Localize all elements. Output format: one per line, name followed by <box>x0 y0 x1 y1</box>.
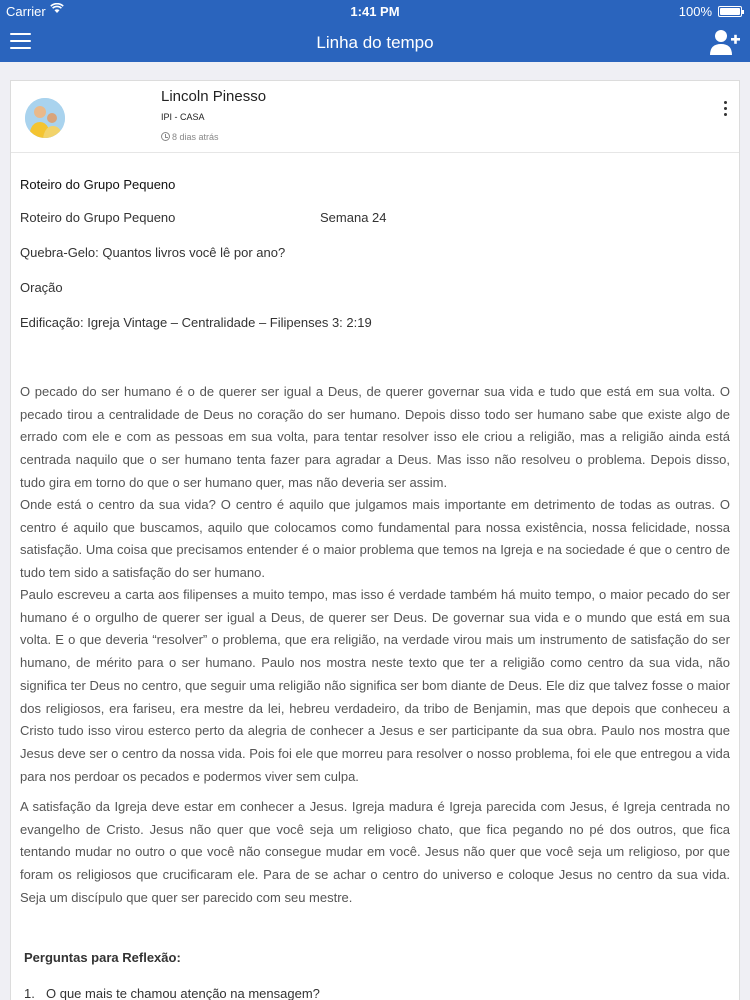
nav-bar <box>0 22 750 62</box>
page-title: Linha do tempo <box>316 33 434 52</box>
question-item <box>24 984 320 1000</box>
avatar[interactable] <box>25 98 65 138</box>
carrier-label: Carrier <box>6 4 46 19</box>
paragraph: Onde está o centro da sua vida? O centro é aquilo que julgamos mais importante em detrimento de todas as outras. O centro é aquilo que buscamos, aquilo que colocamos como fundamental para nossa existência, nossa felicidade, nossa satisfação. Uma coisa que precisamos entender é o maior problema que temos na Igreja e na sociedade é que o centro de tudo tem sido a satisfação do ser humano. <box>20 497 730 581</box>
clock-icon <box>161 132 170 141</box>
post-subtitle-row <box>20 208 387 227</box>
post-header <box>11 81 739 153</box>
icebreaker: Quebra-Gelo: Quantos livros você lê por ano? <box>20 245 286 260</box>
more-options-icon[interactable] <box>721 101 729 123</box>
group-name: IPI - CASA <box>161 112 205 122</box>
reflection-heading: Perguntas para Reflexão: <box>24 950 181 965</box>
battery-icon <box>718 6 742 17</box>
author-name[interactable]: Lincoln Pinesso <box>161 88 267 105</box>
paragraph: O pecado do ser humano é o de querer ser igual a Deus, de querer governar sua vida e tudo que está em sua volta. O pecado tirou a centralidade de Deus no coração do ser humano. Depois disso todo ser humano sabe que existe algo de errado com ele e com as pessoas em sua volta, para tentar resolver isso ele criou a religião, mas a religião ainda está centrada naquilo que o ser humano tenta fazer para agradar a Deus. Mas isso não resolveu o problema. Depois disso, tudo gira em torno do que o ser humano quer, mas não deveria ser assim. <box>20 384 730 490</box>
prayer: Oração <box>20 280 63 295</box>
paragraph: A satisfação da Igreja deve estar em conhecer a Jesus. Igreja madura é Igreja parecida com Jesus, é Igreja centrada no evangelho de Cristo. Jesus não quer que você seja um religioso chato, que fica pegando no pé dos outros, que fica tentando mudar no outro o que você não consegue mudar em você. Jesus não quer que você seja um religioso, por que foram os religiosos que crucificaram ele. Para de se achar o centro do universo e coloque Jesus no centro da sua vida. Seja um discípulo que quer ser parecido com seu mestre. <box>20 799 730 905</box>
status-bar <box>0 0 750 22</box>
question-number: 1. <box>24 986 35 1000</box>
edification: Edificação: Igreja Vintage – Centralidade – Filipenses 3: 2:19 <box>20 315 372 330</box>
post-time <box>161 132 219 142</box>
status-time: 1:41 PM <box>350 4 400 19</box>
post-title: Roteiro do Grupo Pequeno <box>20 177 176 192</box>
post-card <box>10 80 740 1000</box>
post-week: Semana 24 <box>320 210 387 225</box>
battery-percent: 100% <box>678 4 712 19</box>
question-text: O que mais te chamou atenção na mensagem? <box>46 986 320 1000</box>
post-time-label: 8 dias atrás <box>172 132 219 142</box>
add-user-icon[interactable] <box>710 28 740 56</box>
paragraph: Paulo escreveu a carta aos filipenses a muito tempo, mas isso é verdade também há muito tempo, o maior pecado do ser humano é o orgulho de querer ser igual a Deus, de querer ser Deus. De governar sua vida e o mundo que está em sua volta. E o que deveria “resolver” o problema, que era religião, na verdade virou mais um instrumento de satisfação do ser humano, de mérito para o ser humano. Paulo nos mostra neste texto que ter a religião como centro da sua vida, não significa ter Deus no centro, que seguir uma religião não significa ser bom diante de Deus. Ele diz que talvez fosse o maior dos religiosos, era fariseu, era mestre da lei, hebreu verdadeiro, da tribo de Benjamin, mas que depois que conheceu a Cristo tudo isso virou esterco perto da alegria de conhecer a Jesus e ser participante da sua obra. Paulo nos mostra que Jesus deve ser o centro da nossa vida. Pois foi ele que morreu para resolver o nosso problema, foi ele que entregou a vida para nos perdoar os pecados e podermos viver sem culpa. <box>20 587 730 784</box>
post-subtitle: Roteiro do Grupo Pequeno <box>20 210 176 225</box>
